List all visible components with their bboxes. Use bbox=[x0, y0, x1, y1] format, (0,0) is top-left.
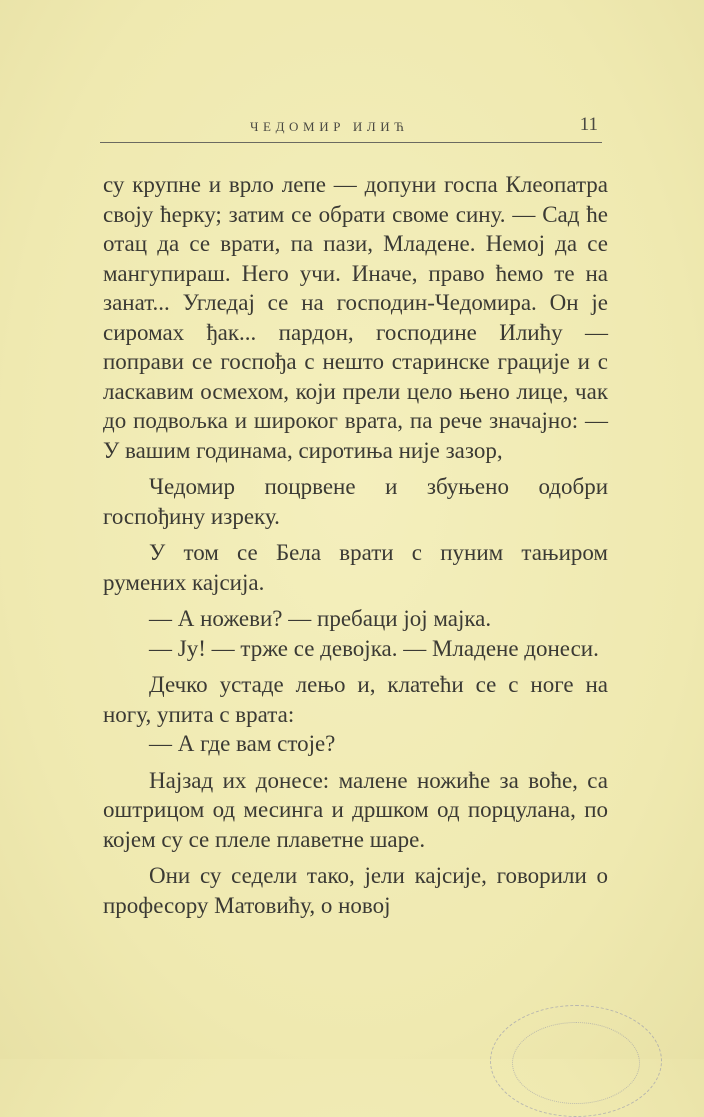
paragraph: Чедомир поцрвене и збуњено одобри госпођину изреку. bbox=[103, 474, 608, 529]
paragraph: Дечко устаде лењо и, клатећи се с ноге на ногу, упита с врата: bbox=[103, 672, 608, 727]
header-rule bbox=[100, 142, 602, 143]
paragraph: У том се Бела врати с пуним тањиром румених кајсија. bbox=[103, 540, 608, 595]
running-title: ЧЕДОМИР ИЛИЋ bbox=[250, 119, 409, 134]
body-text bbox=[103, 170, 608, 927]
paragraph: су крупне и врло лепе — допуни госпа Клеопатра своју ћерку; затим се обрати своме сину. — Сад ће отац да се врати, па пази, Младене. Немој да се мангупираш. Него учи. Иначе, право ћемо те на занат... Угледај се на господин-Чедомира. Он је сиромах ђак... пардон, господине Илићу — поправи се госпођа с нешто старинске грације и с ласкавим осмехом, који прели цело њено лице, чак до подвољка и широког врата, па рече значајно: — У вашим годинама, сиротиња није зазор, bbox=[103, 172, 608, 463]
dialogue-line: — А где вам стоје? bbox=[149, 731, 336, 756]
dialogue-line: — А ножеви? — пребаци јој мајка. bbox=[149, 606, 492, 631]
library-stamp-inner-ring bbox=[512, 1022, 640, 1104]
dialogue-line: — Ју! — трже се девојка. — Младене донеси. bbox=[149, 635, 599, 661]
page-header bbox=[100, 112, 602, 142]
page-number: 11 bbox=[579, 114, 598, 135]
paragraph: Најзад их донесе: малене ножиће за воће, са оштрицом од месинга и дршком од порцулана, по којем су се плеле плаветне шаре. bbox=[103, 767, 608, 852]
paragraph: Они су седели тако, јели кајсије, говорили о професору Матовићу, о новој bbox=[103, 863, 608, 918]
